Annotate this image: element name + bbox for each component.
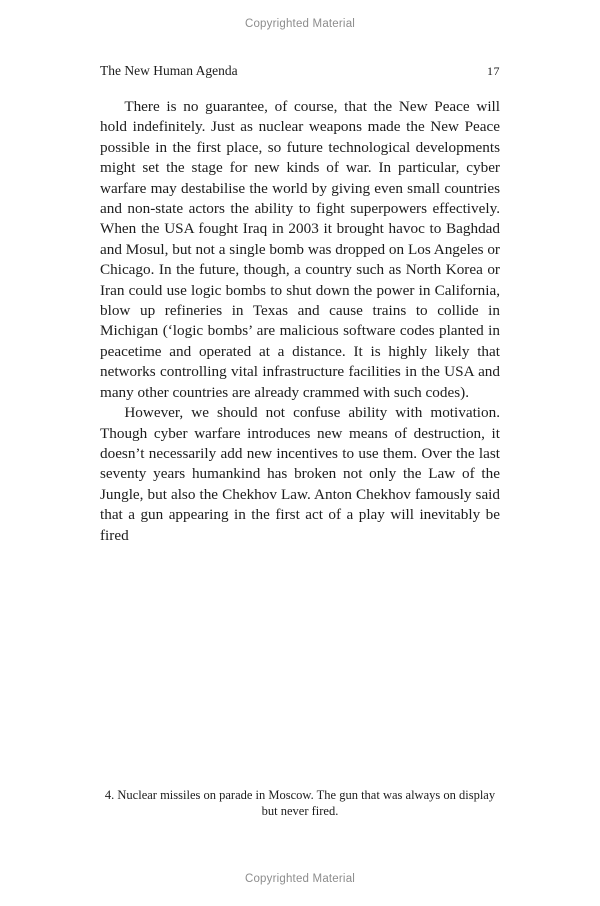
figure-caption: 4. Nuclear missiles on parade in Moscow. The gun that was always on display but never fired.: [104, 788, 496, 818]
copyright-notice-bottom: Copyrighted Material: [244, 873, 356, 885]
paragraph-1: There is no guarantee, of course, that the New Peace will hold indefinitely. Just as nuclear weapons made the New Peace possible in the first place, so future technological developments might set the stage for new kinds of war. In particular, cyber warfare may destabilise the world by giving even small countries and non-state actors the ability to fight superpowers effectively. When the USA fought Iraq in 2003 it brought havoc to Baghdad and Mosul, but not a single bomb was dropped on Los Angeles or Chicago. In the future, though, a country such as North Korea or Iran could use logic bombs to shut down the power in California, blow up refineries in Texas and cause trains to collide in Michigan (‘logic bombs’ are malicious software codes planted in peacetime and operated at a distance. It is highly likely that networks controlling vital infrastructure facilities in the USA and many other countries are already crammed with such codes).: [100, 98, 500, 401]
running-header: [100, 63, 500, 79]
body-text: [100, 97, 500, 546]
page-number: 17: [487, 64, 500, 78]
copyright-notice-top: Copyrighted Material: [244, 18, 356, 30]
running-title: The New Human Agenda: [100, 63, 238, 78]
paragraph-2: However, we should not confuse ability with motivation. Though cyber warfare introduces new means of destruction, it doesn’t necessarily add new incentives to use them. Over the last seventy years humankind has broken not only the Law of the Jungle, but also the Chekhov Law. Anton Chekhov famously said that a gun appearing in the first act of a play will inevitably be fired: [100, 404, 500, 544]
